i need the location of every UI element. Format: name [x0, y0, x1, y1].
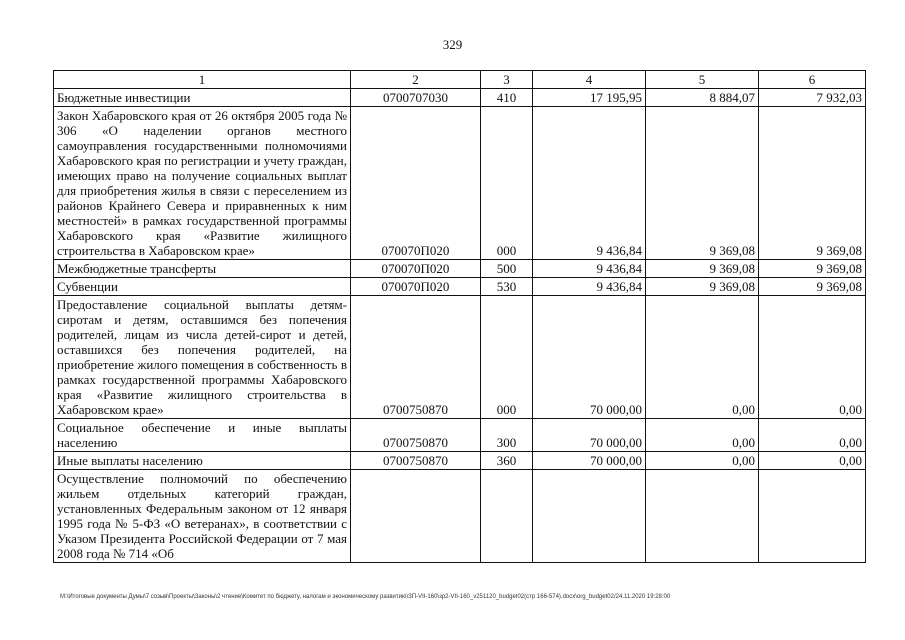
header-col-1: 1	[54, 71, 351, 89]
row-type: 000	[481, 107, 533, 260]
header-col-3: 3	[481, 71, 533, 89]
header-col-6: 6	[759, 71, 866, 89]
table-row	[54, 296, 866, 419]
table-row	[54, 89, 866, 107]
row-code: 070070П020	[351, 260, 481, 278]
row-name: Социальное обеспечение и иные выплаты населению	[54, 419, 351, 452]
row-name: Субвенции	[54, 278, 351, 296]
row-value-5: 9 369,08	[646, 260, 759, 278]
row-name: Осуществление полномочий по обеспечению жильем отдельных категорий граждан, установленных Федеральным законом от 12 января 1995 года № 5-ФЗ «О ветеранах», в соответствии с Указом Президента Российской Федерации от 7 мая 2008 года № 714 «Об	[54, 470, 351, 563]
row-code: 070070П020	[351, 107, 481, 260]
row-value-6: 9 369,08	[759, 278, 866, 296]
row-type: 360	[481, 452, 533, 470]
row-value-6: 9 369,08	[759, 260, 866, 278]
table-row	[54, 278, 866, 296]
row-value-4: 9 436,84	[533, 107, 646, 260]
row-name: Иные выплаты населению	[54, 452, 351, 470]
row-value-6: 7 932,03	[759, 89, 866, 107]
row-code	[351, 470, 481, 563]
row-name: Межбюджетные трансферты	[54, 260, 351, 278]
row-type: 300	[481, 419, 533, 452]
document-path-footer: М:\Итоговые документы Думы\7 созыв\Проекты\Законы\2 чтение\Комитет по бюджету, налогам и экономическому развитию\ЗП-VII-160\зр2-VII-160_v251120_budget02(стр 166-574).docx\org_budget02/24.11.2020 19:28:00	[60, 594, 671, 600]
header-col-2: 2	[351, 71, 481, 89]
row-type: 000	[481, 296, 533, 419]
row-code: 070070П020	[351, 278, 481, 296]
row-value-4	[533, 470, 646, 563]
row-value-4: 70 000,00	[533, 419, 646, 452]
row-type: 410	[481, 89, 533, 107]
row-value-5: 9 369,08	[646, 107, 759, 260]
row-value-6: 0,00	[759, 296, 866, 419]
row-value-6: 0,00	[759, 419, 866, 452]
row-code: 0700750870	[351, 452, 481, 470]
page-number: 329	[442, 37, 463, 52]
budget-table	[53, 70, 866, 563]
table-row	[54, 452, 866, 470]
table-row	[54, 107, 866, 260]
row-type: 530	[481, 278, 533, 296]
row-value-5: 0,00	[646, 296, 759, 419]
row-value-4: 17 195,95	[533, 89, 646, 107]
row-code: 0700750870	[351, 419, 481, 452]
row-value-4: 9 436,84	[533, 260, 646, 278]
row-value-5: 9 369,08	[646, 278, 759, 296]
row-value-4: 70 000,00	[533, 452, 646, 470]
table-row	[54, 260, 866, 278]
row-value-6: 9 369,08	[759, 107, 866, 260]
row-type	[481, 470, 533, 563]
table-header-row	[54, 71, 866, 89]
header-col-5: 5	[646, 71, 759, 89]
row-value-5: 8 884,07	[646, 89, 759, 107]
row-code: 0700707030	[351, 89, 481, 107]
row-value-6: 0,00	[759, 452, 866, 470]
table-row	[54, 419, 866, 452]
row-name: Закон Хабаровского края от 26 октября 2005 года № 306 «О наделении органов местного самоуправления государственными полномочиями Хабаровского края по регистрации и учету граждан, имеющих право на получение социальных выплат для приобретения жилья в связи с переселением из районов Крайнего Севера и приравненных к ним местностей» в рамках государственной программы Хабаровского края «Развитие жилищного строительства в Хабаровском крае»	[54, 107, 351, 260]
row-name: Предоставление социальной выплаты детям-сиротам и детям, оставшимся без попечения родителей, лицам из числа детей-сирот и детей, оставшихся без попечения родителей, на приобретение жилого помещения в собственность в рамках государственной программы Хабаровского края «Развитие жилищного строительства в Хабаровском крае»	[54, 296, 351, 419]
row-value-5: 0,00	[646, 419, 759, 452]
row-code: 0700750870	[351, 296, 481, 419]
header-col-4: 4	[533, 71, 646, 89]
row-value-4: 70 000,00	[533, 296, 646, 419]
row-value-6	[759, 470, 866, 563]
row-value-5	[646, 470, 759, 563]
row-type: 500	[481, 260, 533, 278]
row-name: Бюджетные инвестиции	[54, 89, 351, 107]
row-value-5: 0,00	[646, 452, 759, 470]
row-value-4: 9 436,84	[533, 278, 646, 296]
table-row	[54, 470, 866, 563]
